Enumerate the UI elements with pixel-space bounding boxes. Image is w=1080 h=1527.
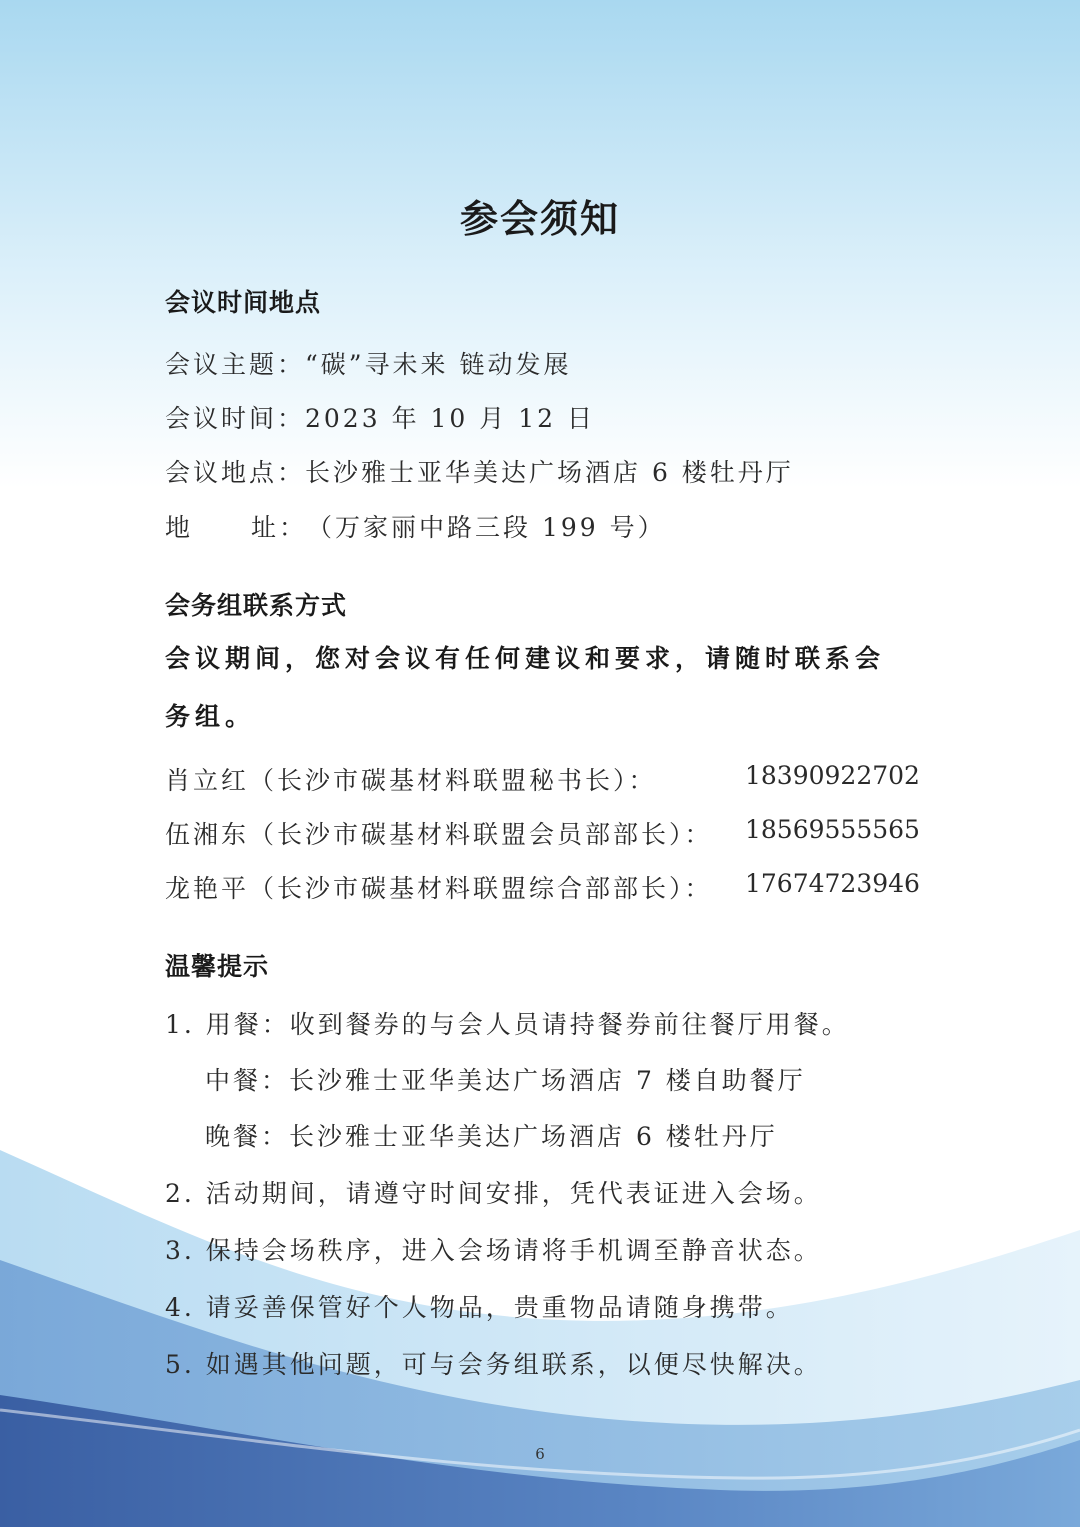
contact-name: 伍湘东（长沙市碳基材料联盟会员部部长）： [165,820,713,849]
contact-row [165,869,920,905]
contact-name: 龙艳平（长沙市碳基材料联盟综合部部长）： [165,874,713,903]
page-title: 参会须知 [459,197,620,241]
tips-heading: 温馨提示 [165,952,270,981]
meeting-venue: 会议地点：长沙雅士亚华美达广场酒店 6 楼牡丹厅 [165,458,794,487]
contact-phone: 18569555565 [745,815,920,844]
tip-item: 3. 保持会场秩序，进入会场请将手机调至静音状态。 [165,1236,822,1265]
address-label-1: 地 [165,513,194,542]
meeting-address [165,508,666,544]
address-label-2: 址： [251,513,308,542]
tip-subitem: 晚餐：长沙雅士亚华美达广场酒店 6 楼牡丹厅 [205,1122,778,1151]
tip-item: 1. 用餐：收到餐券的与会人员请持餐券前往餐厅用餐。 [165,1010,850,1039]
contact-row [165,761,920,797]
contact-row [165,815,920,851]
meeting-theme: 会议主题：“碳”寻未来 链动发展 [165,350,572,379]
contact-phone: 17674723946 [745,869,920,898]
contact-notice: 会议期间，您对会议有任何建议和要求，请随时联系会务组。 [165,644,886,731]
contact-name: 肖立红（长沙市碳基材料联盟秘书长）： [165,766,657,795]
contact-phone: 18390922702 [745,761,920,790]
meeting-time: 会议时间：2023 年 10 月 12 日 [165,404,595,433]
tip-item: 5. 如遇其他问题，可与会务组联系，以便尽快解决。 [165,1350,822,1379]
address-value: （万家丽中路三段 199 号） [307,513,666,542]
tip-item: 2. 活动期间，请遵守时间安排，凭代表证进入会场。 [165,1179,822,1208]
page-number: 6 [535,1445,545,1463]
tip-subitem: 中餐：长沙雅士亚华美达广场酒店 7 楼自助餐厅 [205,1066,806,1095]
contact-heading: 会务组联系方式 [165,591,348,620]
tip-item: 4. 请妥善保管好个人物品，贵重物品请随身携带。 [165,1293,794,1322]
meeting-info-heading: 会议时间地点 [165,288,322,317]
